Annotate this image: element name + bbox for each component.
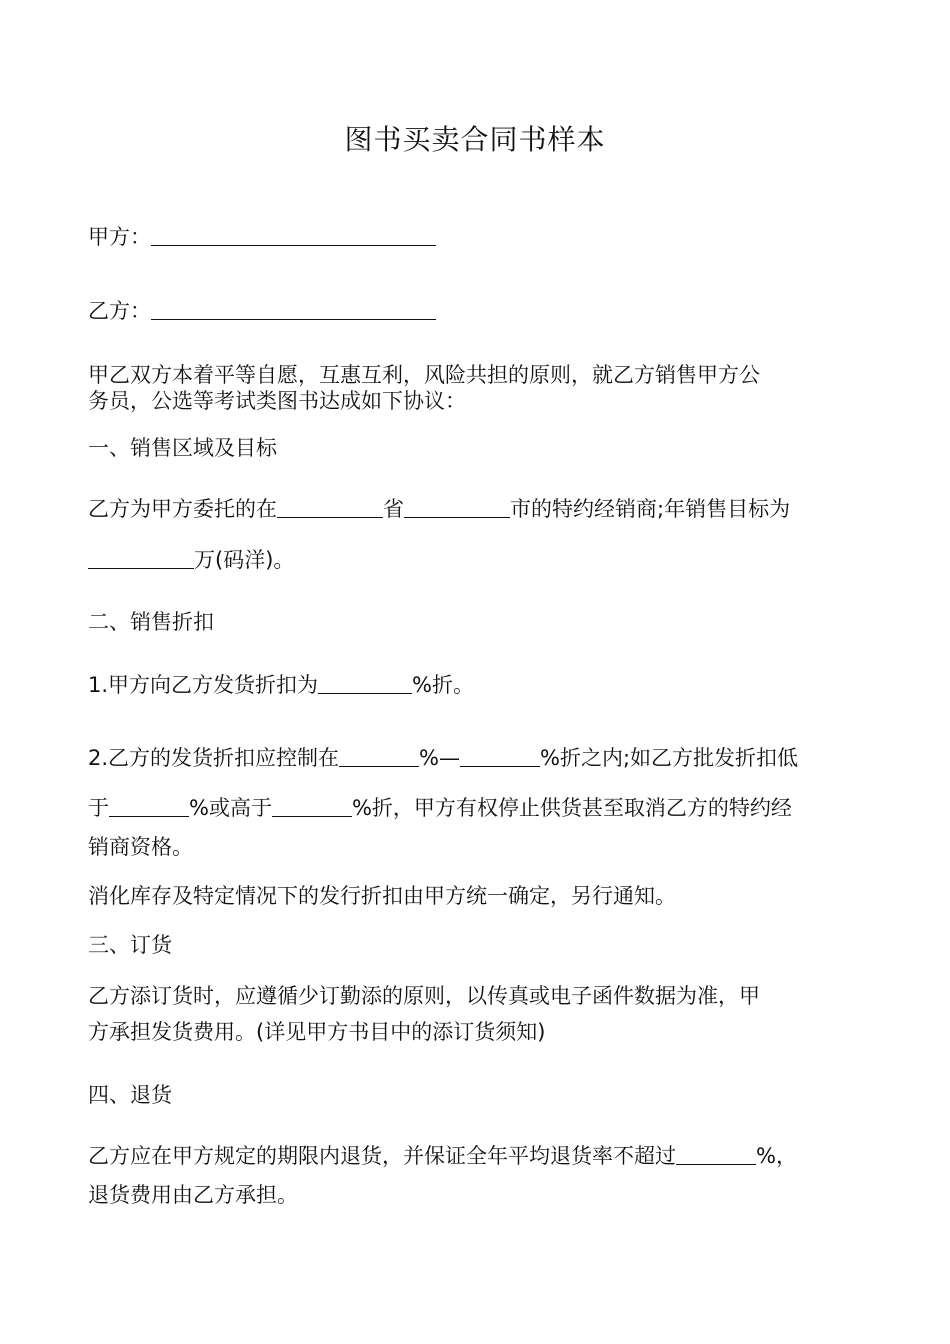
preamble-line-1: 甲乙双方本着平等自愿，互惠互利，风险共担的原则，就乙方销售甲方公: [88, 363, 760, 387]
high-limit-blank[interactable]: [272, 794, 352, 817]
sec1-text-c: 市的特约经销商;年销售目标为: [510, 497, 791, 521]
return-rate-blank[interactable]: [676, 1142, 756, 1165]
sec1-text-d: 万(码洋)。: [194, 548, 295, 572]
section-1-heading: 一、销售区域及目标: [88, 436, 277, 460]
sales-target-blank[interactable]: [88, 546, 194, 569]
section-4-heading: 四、退货: [88, 1083, 172, 1107]
section-2-item-2-line-3: 销商资格。: [88, 835, 193, 859]
item2-text-b: %—: [419, 746, 461, 770]
section-2-note: 消化库存及特定情况下的发行折扣由甲方统一确定，另行通知。: [88, 884, 676, 908]
item2-text-f: %折，甲方有权停止供货甚至取消乙方的特约经: [351, 796, 792, 820]
item2-text-c: %折之内;如乙方批发折扣低: [540, 746, 799, 770]
party-a-line: [88, 222, 878, 252]
section-4-line-1: [88, 1141, 878, 1171]
section-2-item-1: [88, 670, 878, 700]
low-limit-blank[interactable]: [109, 794, 189, 817]
discount-blank[interactable]: [318, 671, 412, 694]
party-a-label: 甲方：: [88, 225, 151, 249]
section-3-line-2: 方承担发货费用。(详见甲方书目中的添订货须知): [88, 1020, 546, 1044]
party-b-blank[interactable]: [151, 297, 436, 320]
party-b-line: [88, 296, 878, 326]
item1-text-a: 1.甲方向乙方发货折扣为: [88, 673, 319, 697]
item2-text-d: 于: [88, 796, 109, 820]
document-title: 图书买卖合同书样本: [344, 123, 606, 156]
city-blank[interactable]: [404, 495, 510, 518]
sec4-text-b: %，: [756, 1144, 797, 1168]
sec1-text-b: 省: [383, 497, 404, 521]
province-blank[interactable]: [277, 495, 383, 518]
section-2-item-2-line-1: [88, 743, 878, 773]
item1-text-b: %折。: [412, 673, 475, 697]
sec1-text-a: 乙方为甲方委托的在: [88, 497, 277, 521]
item2-text-e: %或高于: [189, 796, 272, 820]
sec4-text-a: 乙方应在甲方规定的期限内退货，并保证全年平均退货率不超过: [88, 1144, 676, 1168]
discount-min-blank[interactable]: [339, 744, 419, 767]
section-1-paragraph-line-2: [88, 545, 878, 575]
section-1-paragraph-line-1: [88, 494, 878, 524]
party-b-label: 乙方：: [88, 299, 151, 323]
section-2-item-2-line-2: [88, 793, 878, 823]
preamble-line-2: 务员，公选等考试类图书达成如下协议：: [88, 389, 466, 413]
section-2-heading: 二、销售折扣: [88, 610, 214, 634]
section-3-line-1: 乙方添订货时，应遵循少订勤添的原则，以传真或电子函件数据为准，甲: [88, 984, 760, 1008]
section-4-line-2: 退货费用由乙方承担。: [88, 1183, 298, 1207]
party-a-blank[interactable]: [151, 223, 436, 246]
discount-max-blank[interactable]: [460, 744, 540, 767]
section-3-heading: 三、订货: [88, 933, 172, 957]
item2-text-a: 2.乙方的发货折扣应控制在: [88, 746, 340, 770]
